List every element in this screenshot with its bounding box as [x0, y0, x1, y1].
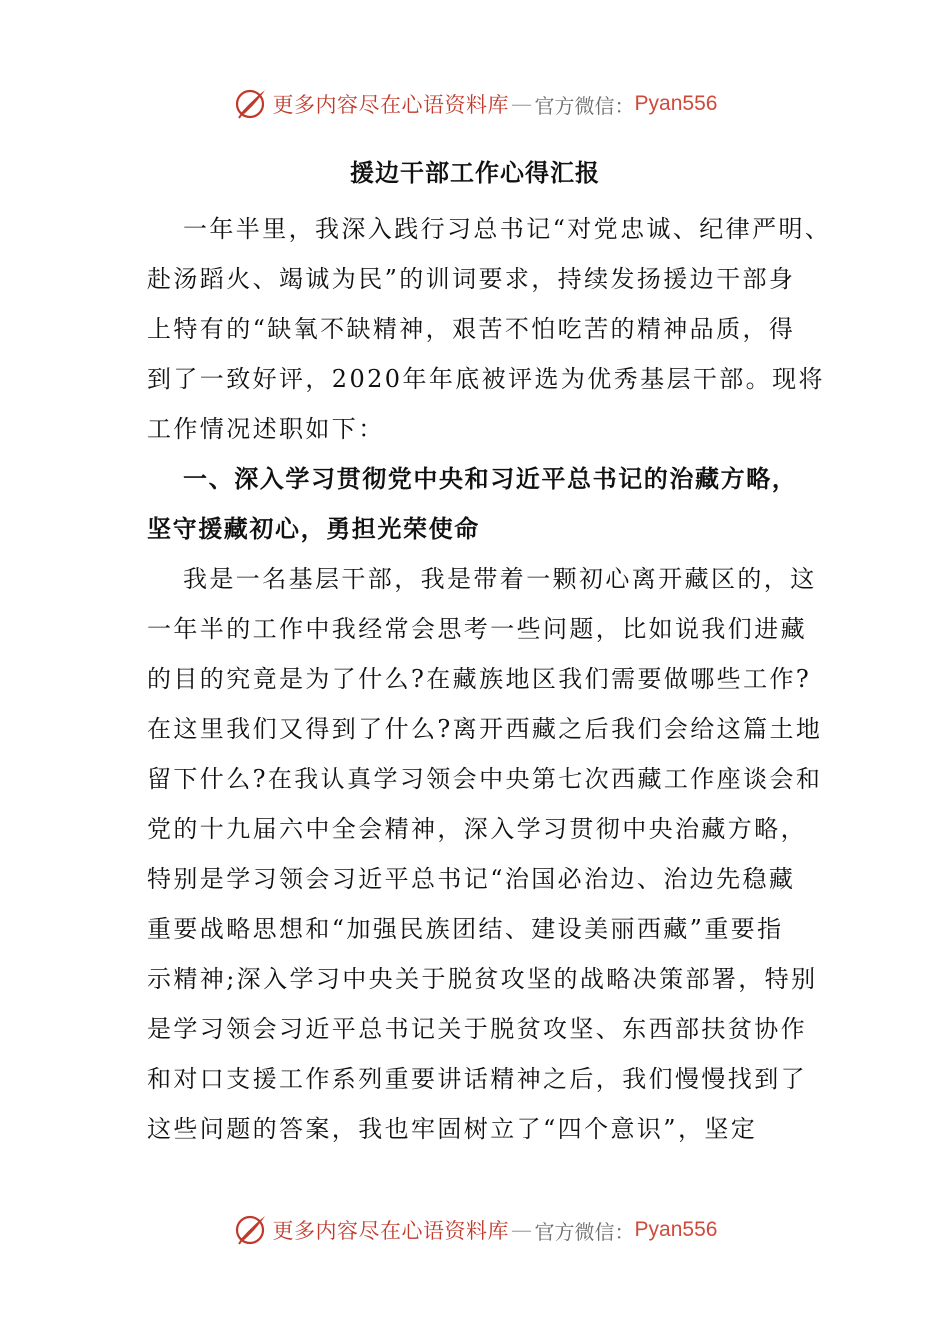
watermark-separator: —: [511, 1218, 533, 1242]
watermark-wechat-label: 官方微信：: [534, 93, 635, 118]
paragraph-line: 和对口支援工作系列重要讲话精神之后，我们慢慢找到了: [147, 1065, 807, 1093]
paragraph-line: 党的十九届六中全会精神，深入学习贯彻中央治藏方略，: [147, 815, 807, 843]
paragraph-line: 重要战略思想和“加强民族团结、建设美丽西藏”重要指: [147, 915, 784, 943]
watermark-wechat-id: Pyan556: [634, 92, 718, 115]
paragraph-line: 示精神;深入学习中央关于脱贫攻坚的战略决策部署，特别: [147, 965, 818, 993]
quill-pen-logo-icon: [233, 1212, 269, 1248]
watermark-banner-bottom: [0, 1208, 950, 1252]
document-body: [147, 204, 832, 1154]
paragraph-line: 的目的究竟是为了什么?在藏族地区我们需要做哪些工作?: [147, 665, 812, 693]
section-heading-line: 一、深入学习贯彻党中央和习近平总书记的治藏方略，: [183, 464, 798, 493]
paragraph-line: 赴汤蹈火、竭诚为民”的训词要求，持续发扬援边干部身: [147, 265, 796, 293]
paragraph-line: 我是一名基层干部，我是带着一颗初心离开藏区的，这: [183, 565, 817, 593]
paragraph-line: 在这里我们又得到了什么?离开西藏之后我们会给这篇土地: [147, 715, 823, 743]
watermark-banner-top: [0, 82, 950, 126]
paragraph-line: 留下什么?在我认真学习领会中央第七次西藏工作座谈会和: [147, 765, 823, 793]
section-heading-line: 坚守援藏初心，勇担光荣使命: [147, 514, 480, 543]
paragraph-line: 一年半的工作中我经常会思考一些问题，比如说我们进藏: [147, 615, 807, 643]
quill-pen-logo-icon: [233, 86, 269, 122]
paragraph-line: 是学习领会习近平总书记关于脱贫攻坚、东西部扶贫协作: [147, 1015, 807, 1043]
watermark-wechat-id: Pyan556: [634, 1218, 718, 1241]
watermark-site-text: 更多内容尽在心语资料库: [272, 93, 510, 117]
watermark-wechat-label: 官方微信：: [534, 1219, 635, 1244]
document-title: 援边干部工作心得汇报: [350, 158, 600, 187]
paragraph-line: 到了一致好评，2020年年底被评选为优秀基层干部。现将: [147, 365, 825, 393]
watermark-separator: —: [511, 92, 533, 116]
paragraph-line: 工作情况述职如下：: [147, 415, 385, 443]
watermark-site-text: 更多内容尽在心语资料库: [272, 1219, 510, 1243]
paragraph-line: 一年半里，我深入践行习总书记“对党忠诚、纪律严明、: [183, 215, 832, 243]
paragraph-line: 特别是学习领会习近平总书记“治国必治边、治边先稳藏: [147, 865, 796, 893]
paragraph-line: 这些问题的答案，我也牢固树立了“四个意识”，坚定: [147, 1115, 758, 1143]
paragraph-line: 上特有的“缺氧不缺精神，艰苦不怕吃苦的精神品质，得: [147, 315, 796, 343]
